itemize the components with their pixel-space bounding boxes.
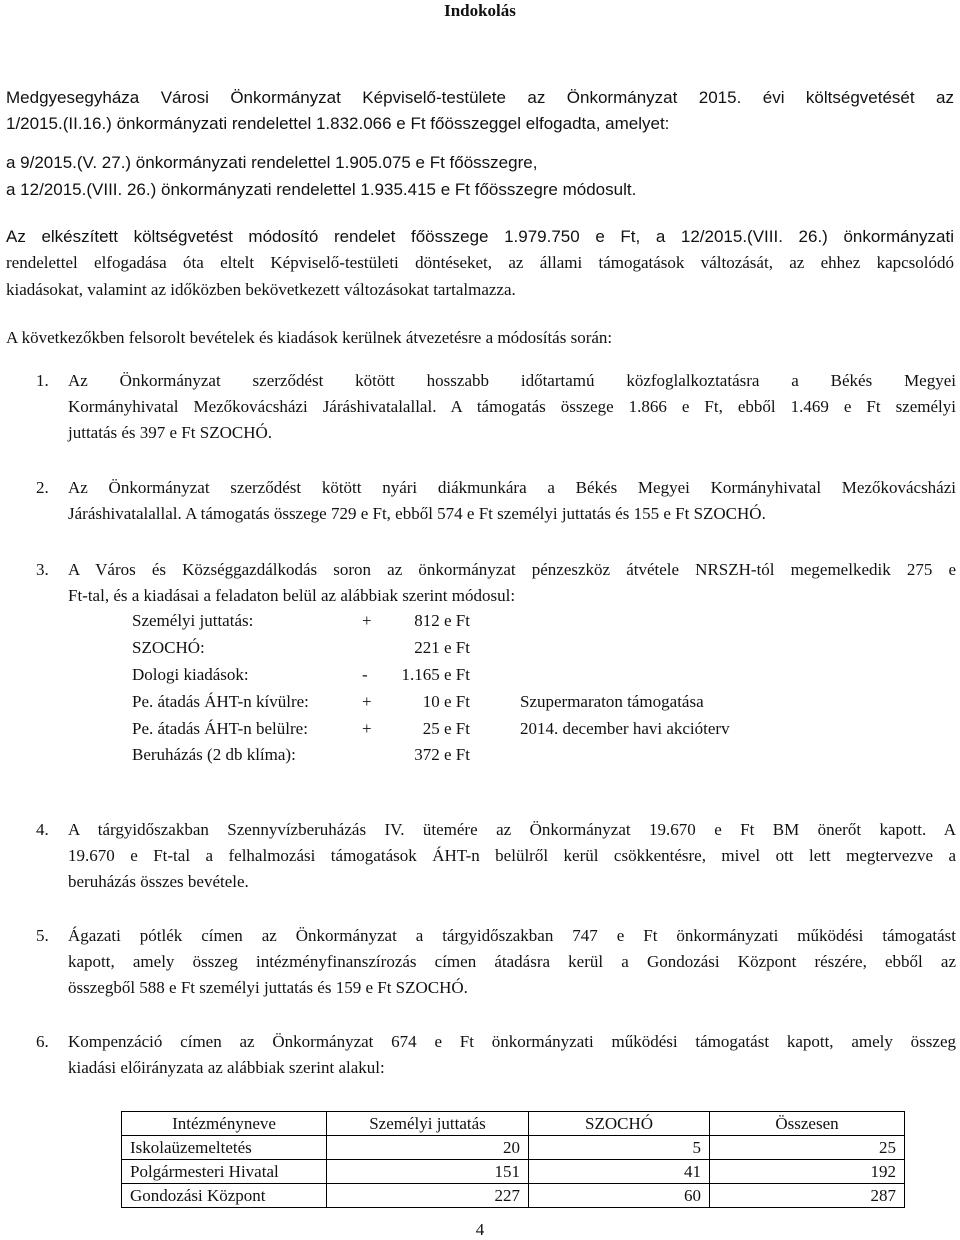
modification-value: 25 e Ft	[422, 719, 470, 738]
intro-line-2: 1/2015.(II.16.) önkormányzati rendelettel 1.832.066 e Ft főösszeggel elfogadta, amelyet:	[6, 114, 670, 133]
table-header-cell: SZOCHÓ	[529, 1112, 710, 1136]
list-item	[68, 817, 956, 895]
intro-line-3: a 9/2015.(V. 27.) önkormányzati rendelettel 1.905.075 e Ft főösszegre,	[6, 153, 538, 172]
item-number: 4.	[36, 820, 49, 839]
item-line: Az Önkormányzat szerződést kötött nyári diákmunkára a Békés Megyei Kormányhivatal Mezőkovácsházi	[68, 478, 956, 497]
item-line: Járáshivatalallal. A támogatás összege 729 e Ft, ebből 574 e Ft személyi juttatás és 155 e Ft SZOCHÓ.	[68, 504, 766, 523]
modification-row	[132, 716, 832, 742]
modification-value: 221 e Ft	[414, 638, 470, 657]
modification-row	[132, 662, 832, 688]
item-line: Ft-tal, és a kiadásai a feladaton belül az alábbiak szerint módosul:	[68, 586, 516, 605]
list-item	[68, 368, 956, 446]
list-item	[68, 923, 956, 1001]
item-number: 6.	[36, 1032, 49, 1051]
modification-sign: -	[362, 665, 368, 684]
item-line: Kompenzáció címen az Önkormányzat 674 e Ft önkormányzati működési támogatást kapott, amely összeg	[68, 1032, 956, 1051]
table-header-cell: Intézményneve	[122, 1112, 327, 1136]
modification-value: 1.165 e Ft	[401, 665, 470, 684]
table-header-cell: Összesen	[710, 1112, 905, 1136]
list-item	[68, 1029, 956, 1081]
item-line: juttatás és 397 e Ft SZOCHÓ.	[68, 423, 272, 442]
list-item	[68, 475, 956, 527]
summary-line-2: rendelettel elfogadása óta eltelt Képviselő-testületi döntéseket, az állami támogatások változását, az ehhez kapcsolódó	[6, 253, 954, 272]
table-cell: 60	[529, 1184, 710, 1208]
table-cell: 5	[529, 1136, 710, 1160]
item-number: 3.	[36, 560, 49, 579]
table-row	[122, 1160, 905, 1184]
item-line: kapott, amely összeg intézményfinanszírozás címen átadásra kerül a Gondozási Központ részére, ebből az	[68, 952, 956, 971]
table-cell: 151	[327, 1160, 529, 1184]
modification-label: Pe. átadás ÁHT-n kívülre:	[132, 692, 309, 711]
modification-label: Beruházás (2 db klíma):	[132, 745, 296, 764]
table-cell: 227	[327, 1184, 529, 1208]
table-cell: 287	[710, 1184, 905, 1208]
compensation-table	[121, 1111, 905, 1208]
item-number: 5.	[36, 926, 49, 945]
table-cell: Polgármesteri Hivatal	[122, 1160, 327, 1184]
item-line: Az Önkormányzat szerződést kötött hosszabb időtartamú közfoglalkoztatásra a Békés Megyei	[68, 371, 956, 390]
item-line: Kormányhivatal Mezőkovácsházi Járáshivatalallal. A támogatás összege 1.866 e Ft, ebből 1.469 e Ft személyi	[68, 397, 956, 416]
table-cell: 41	[529, 1160, 710, 1184]
table-header-row	[122, 1112, 905, 1136]
table-cell: Iskolaüzemeltetés	[122, 1136, 327, 1160]
modification-sign: +	[362, 719, 372, 738]
modification-row	[132, 689, 832, 715]
item-line: 19.670 e Ft-tal a felhalmozási támogatások ÁHT-n belülről kerül csökkentésre, mivel ott lett megtervezve a	[68, 846, 956, 865]
modification-value: 10 e Ft	[422, 692, 470, 711]
modification-sign: +	[362, 611, 372, 630]
item-line: összegből 588 e Ft személyi juttatás és 159 e Ft SZOCHÓ.	[68, 978, 468, 997]
modification-row	[132, 742, 832, 768]
table-cell: Gondozási Központ	[122, 1184, 327, 1208]
summary-line-1: Az elkészített költségvetést módosító rendelet főösszege 1.979.750 e Ft, a 12/2015.(VIII. 26.) önkormányzati	[6, 227, 954, 246]
modification-label: Dologi kiadások:	[132, 665, 249, 684]
modification-note: Szupermaraton támogatása	[520, 692, 704, 711]
table-row	[122, 1184, 905, 1208]
table-cell: 20	[327, 1136, 529, 1160]
modification-value: 812 e Ft	[414, 611, 470, 630]
modification-label: Személyi juttatás:	[132, 611, 254, 630]
item-line: A Város és Községgazdálkodás soron az önkormányzat pénzeszköz átvétele NRSZH-tól megemelkedik 275 e	[68, 560, 956, 579]
item-line: kiadási előirányzata az alábbiak szerint alakul:	[68, 1058, 385, 1077]
modification-label: Pe. átadás ÁHT-n belülre:	[132, 719, 308, 738]
intro-line-1: Medgyesegyháza Városi Önkormányzat Képviselő-testülete az Önkormányzat 2015. évi költségvetését az	[6, 88, 954, 107]
modification-value: 372 e Ft	[414, 745, 470, 764]
modification-row	[132, 635, 832, 661]
modification-sign: +	[362, 692, 372, 711]
table-cell: 192	[710, 1160, 905, 1184]
item-line: beruházás összes bevétele.	[68, 872, 249, 891]
table-row	[122, 1136, 905, 1160]
item-line: A tárgyidőszakban Szennyvízberuházás IV. ütemére az Önkormányzat 19.670 e Ft BM önerőt kapott. A	[68, 820, 956, 839]
intro-line-4: a 12/2015.(VIII. 26.) önkormányzati rendelettel 1.935.415 e Ft főösszegre módosult.	[6, 180, 637, 199]
list-item	[68, 557, 956, 609]
table-header-cell: Személyi juttatás	[327, 1112, 529, 1136]
modification-row	[132, 608, 832, 634]
modification-label: SZOCHÓ:	[132, 638, 205, 657]
item-number: 2.	[36, 478, 49, 497]
item-line: Ágazati pótlék címen az Önkormányzat a tárgyidőszakban 747 e Ft önkormányzati működési támogatást	[68, 926, 956, 945]
lead-sentence: A következőkben felsorolt bevételek és kiadások kerülnek átvezetésre a módosítás során:	[6, 328, 613, 347]
summary-line-3: kiadásokat, valamint az időközben bekövetkezett változásokat tartalmazza.	[6, 280, 516, 299]
document-title: Indokolás	[444, 1, 516, 20]
page-number: 4	[475, 1220, 485, 1239]
table-cell: 25	[710, 1136, 905, 1160]
modification-note: 2014. december havi akcióterv	[520, 719, 730, 738]
item-number: 1.	[36, 371, 49, 390]
